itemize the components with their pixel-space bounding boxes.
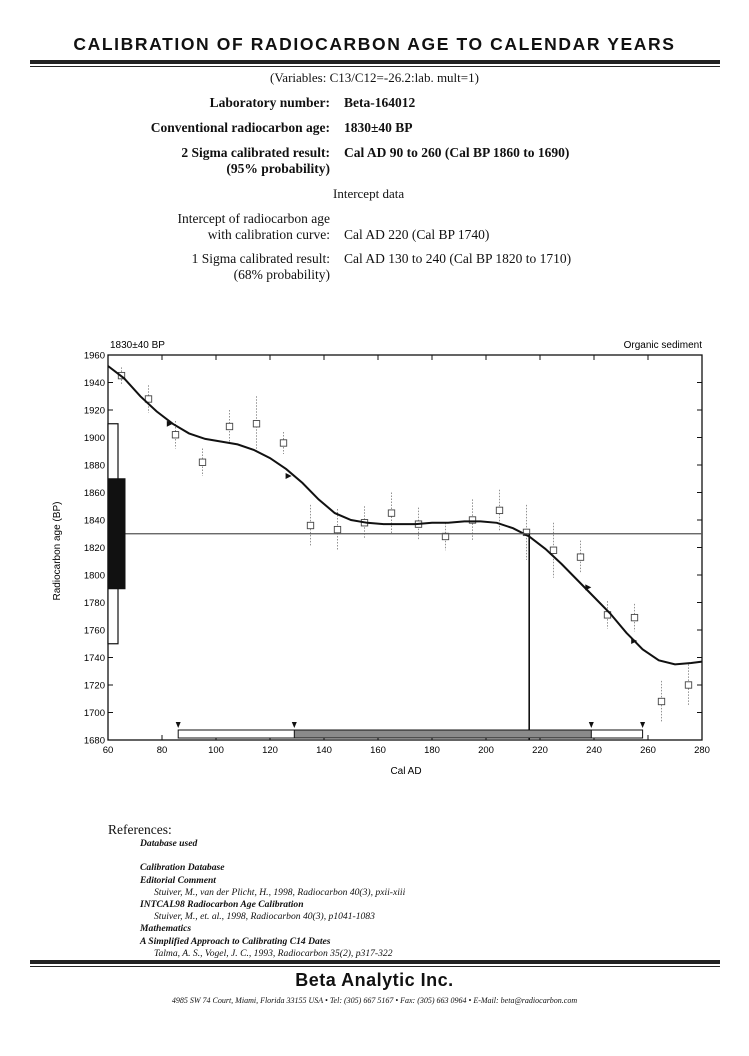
curve-arrowhead: [585, 584, 591, 590]
footer-rule-thin: [30, 966, 720, 967]
sigma1-value: Cal AD 130 to 240 (Cal BP 1820 to 1710): [344, 251, 572, 266]
y-tick-label: 1800: [83, 570, 105, 582]
sigma2-probability-label: (95% probability): [226, 161, 330, 176]
reference-heading: Calibration Database: [140, 862, 225, 874]
intercept-heading: Intercept data: [333, 186, 405, 201]
y-tick-label: 1700: [83, 708, 105, 719]
sigma2-value: Cal AD 90 to 260 (Cal BP 1860 to 1690): [344, 145, 570, 160]
data-point: [280, 440, 286, 446]
y-tick-label: 1780: [83, 598, 105, 609]
sigma2-label: 2 Sigma calibrated result:: [181, 145, 330, 160]
y-tick-label: 1880: [83, 460, 105, 472]
data-point: [226, 423, 232, 429]
calibration-chart: [0, 330, 749, 780]
intercept-label: Intercept of radiocarbon age: [177, 211, 330, 226]
company-name: Beta Analytic Inc.: [295, 970, 454, 990]
calibration-curve: [108, 366, 702, 664]
y-tick-label: 1840: [83, 515, 105, 527]
y-tick-label: 1720: [83, 680, 105, 692]
conventional-age-value: 1830±40 BP: [344, 120, 413, 135]
x-tick-label: 80: [156, 745, 168, 756]
chart-title-right: Organic sediment: [623, 340, 702, 351]
title-rule-thick: [30, 60, 720, 64]
intercept-label-2: with calibration curve:: [207, 227, 330, 242]
data-point: [172, 432, 178, 438]
data-point: [496, 507, 502, 513]
variables-line: (Variables: C13/C12=-26.2:lab. mult=1): [270, 70, 479, 85]
intercept-value: Cal AD 220 (Cal BP 1740): [344, 227, 490, 242]
reference-entry: Talma, A. S., Vogel, J. C., 1993, Radiocarbon 35(2), p317-322: [154, 947, 393, 959]
reference-heading: A Simplified Approach to Calibrating C14 Dates: [140, 935, 331, 947]
data-point: [388, 510, 394, 516]
range-marker-arrow: [589, 722, 594, 728]
reference-heading: Mathematics: [140, 923, 192, 935]
x-tick-label: 140: [316, 745, 332, 756]
lab-number-value: Beta-164012: [344, 95, 416, 110]
conventional-age-label: Conventional radiocarbon age:: [150, 120, 330, 135]
sigma1-probability-label: (68% probability): [233, 267, 330, 282]
y-tick-label: 1920: [83, 405, 105, 417]
data-point: [550, 547, 556, 553]
range-marker-arrow: [176, 722, 181, 728]
title-rule-thin: [30, 66, 720, 67]
lab-number-label: Laboratory number:: [209, 95, 330, 110]
reference-entry: Stuiver, M., van der Plicht, H., 1998, Radiocarbon 40(3), pxii-xiii: [154, 886, 406, 898]
chart-title-left: 1830±40 BP: [110, 340, 165, 351]
y-tick-label: 1760: [83, 625, 105, 637]
reference-entry: Stuiver, M., et. al., 1998, Radiocarbon 40(3), p1041-1083: [154, 911, 375, 923]
data-point: [307, 522, 313, 528]
y-tick-label: 1900: [83, 433, 105, 444]
y-tick-label: 1820: [83, 543, 105, 554]
x-tick-label: 100: [208, 745, 224, 756]
y-tick-label: 1940: [83, 378, 105, 389]
data-point: [334, 526, 340, 532]
x-tick-label: 260: [640, 745, 656, 756]
y-tick-label: 1740: [83, 653, 105, 664]
x-axis-label: Cal AD: [390, 766, 422, 777]
x-tick-label: 180: [424, 745, 440, 756]
y-axis-label: Radiocarbon age (BP): [52, 501, 63, 601]
x-tick-label: 120: [262, 745, 278, 756]
data-point: [631, 614, 637, 620]
x-tick-label: 200: [478, 745, 494, 756]
plot-frame: [108, 355, 702, 740]
one-sigma-age-box: [109, 479, 125, 589]
data-point: [253, 421, 259, 427]
footer-rule-thick: [30, 960, 720, 964]
range-marker-arrow: [640, 722, 645, 728]
y-tick-label: 1680: [83, 735, 105, 747]
y-tick-label: 1860: [83, 488, 105, 499]
page-title: CALIBRATION OF RADIOCARBON AGE TO CALENDAR YEARS: [73, 34, 676, 54]
sigma1-label: 1 Sigma calibrated result:: [191, 251, 330, 266]
data-point: [685, 682, 691, 688]
references-heading: References:: [108, 822, 172, 837]
company-address: 4985 SW 74 Court, Miami, Florida 33155 USA • Tel: (305) 667 5167 • Fax: (305) 663 0964 • E-Mail: beta@radiocarbon.com: [171, 996, 578, 1005]
x-tick-label: 280: [694, 745, 710, 756]
data-point: [658, 698, 664, 704]
x-tick-label: 60: [102, 745, 114, 756]
x-tick-label: 220: [532, 745, 548, 756]
reference-heading: Editorial Comment: [140, 874, 216, 886]
reference-heading: Database used: [140, 838, 198, 849]
data-point: [577, 554, 583, 560]
x-tick-label: 160: [370, 745, 386, 756]
x-tick-label: 240: [586, 745, 602, 756]
y-tick-label: 1960: [83, 350, 105, 362]
range-marker-arrow: [292, 722, 297, 728]
one-sigma-calendar-bar: [294, 730, 591, 738]
data-point: [199, 459, 205, 465]
reference-heading: INTCAL98 Radiocarbon Age Calibration: [140, 899, 304, 910]
